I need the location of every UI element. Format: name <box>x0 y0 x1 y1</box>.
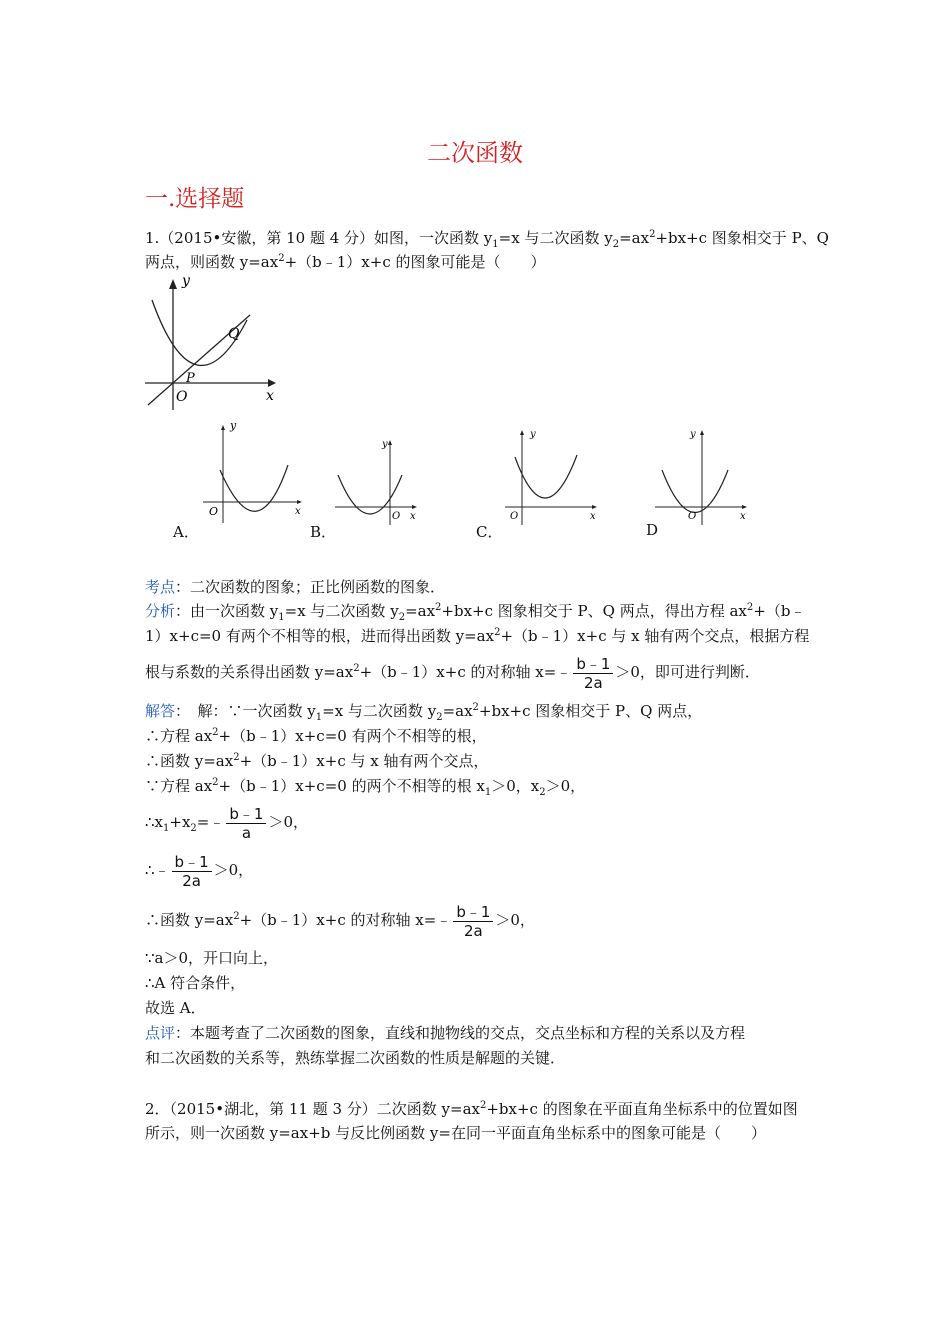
kaodian-line: 考点：二次函数的图象；正比例函数的图象． <box>145 578 446 596</box>
dianping-line1: 点评：本题考查了二次函数的图象，直线和抛物线的交点，交点坐标和方程的关系以及方程 <box>145 1024 746 1042</box>
svg-text:O: O <box>209 505 219 518</box>
q1-main-figure <box>140 275 280 415</box>
step-6: ∴函数 $y=ax^2+(b﹣1)x+c$ 的对称轴 x=﹣ $\frac{b﹣1}{2a}$ ＞0， <box>145 902 535 940</box>
q2-stem-line1: 2．（2015•湖北，第 11 题 3 分）二次函数 $y=ax^2+bx+c$ 的图象在平面直角坐标系中的位置如图 <box>145 1100 798 1118</box>
dianping-line2: 和二次函数的关系等，熟练掌握二次函数的性质是解题的关键． <box>145 1049 566 1067</box>
svg-text:O: O <box>688 511 697 522</box>
step-4: $\therefore x_1+x_2=﹣$ $\frac{b﹣1}{a}$ ＞0， <box>145 804 308 842</box>
q2-stem-line2: 所示，则一次函数 y=ax+b 与反比例函数 y=在同一平面直角坐标系中的图象可能是（ ） <box>145 1124 766 1142</box>
option-c-graph <box>500 425 605 525</box>
y-label: y <box>182 275 190 289</box>
section-heading: 一.选择题 <box>145 186 245 212</box>
fraction: $\frac{b﹣1}{a}$ <box>226 805 266 842</box>
option-d-label[interactable]: D <box>646 521 659 539</box>
q1-stem-line1: 1.（2015•安徽，第 10 题 4 分）如图，一次函数 $y_1=x$ 与二次函数 $y_2=ax^2+bx+c$ 图象相交于 P、Q <box>145 229 829 250</box>
jieda-line1: 解答： 解：∵一次函数 $y_1=x$ 与二次函数 $y_2=ax^2+bx+c$ 图象相交于 P、Q 两点， <box>145 702 703 723</box>
q1-stem-line2: 两点，则函数 $y=ax^2+(b﹣1)x+c$ 的图象可能是（ ） <box>145 253 546 271</box>
fenxi-line2: 1）x+c=0 有两个不相等的根，进而得出函数 $y=ax^2+(b﹣1)x+c$ 与 x 轴有两个交点，根据方程 <box>145 627 810 645</box>
svg-text:y: y <box>382 439 388 450</box>
origin-label: O <box>176 389 188 405</box>
fraction: $\frac{b﹣1}{2a}$ <box>453 903 493 940</box>
step-9: 故选 A． <box>145 999 206 1017</box>
point-q-label: Q <box>228 326 240 342</box>
step-8: ∴A 符合条件， <box>145 974 246 992</box>
option-a-graph <box>195 420 310 525</box>
svg-text:y: y <box>690 429 696 440</box>
y-axis-arrow <box>169 279 177 289</box>
svg-text:x: x <box>590 511 596 522</box>
option-c-label[interactable]: C． <box>476 523 503 541</box>
x-axis-arrow <box>268 379 276 387</box>
fenxi-line3: 根与系数的关系得出函数 $y=ax^2+(b﹣1)x+c$ 的对称轴 x=﹣ $\frac{b﹣1}{2a}$ ＞0，即可进行判断． <box>145 654 760 692</box>
step-2: ∴函数 $y=ax^2+(b﹣1)x+c$ 与 x 轴有两个交点， <box>145 752 489 770</box>
step-5: ∴﹣ $\frac{b﹣1}{2a}$ ＞0， <box>145 852 254 890</box>
x-label: x <box>266 388 274 404</box>
fraction: $\frac{b﹣1}{2a}$ <box>573 655 613 692</box>
svg-text:y: y <box>230 420 237 432</box>
step-7: ∵a＞0，开口向上， <box>145 949 279 967</box>
svg-text:x: x <box>740 511 746 522</box>
option-b-graph <box>330 435 425 525</box>
point-p-label: P <box>186 371 195 386</box>
svg-text:x: x <box>295 506 301 517</box>
fenxi-line1: 分析：由一次函数 $y_1=x$ 与二次函数 $y_2=ax^2+bx+c$ 图象相交于 P、Q 两点，得出方程 $ax^2+(b﹣$ <box>145 602 806 623</box>
step-3: ∵方程 $ax^2+(b﹣1)x+c=0$ 的两个不相等的根 $x_1>0$，$x_2>0$， <box>145 777 586 798</box>
svg-text:y: y <box>530 429 536 440</box>
option-d-graph <box>650 425 755 525</box>
fraction: $\frac{b﹣1}{2a}$ <box>172 853 212 890</box>
option-b-label[interactable]: B． <box>310 523 337 541</box>
step-1: ∴方程 $ax^2+(b﹣1)x+c=0$ 有两个不相等的根， <box>145 727 487 745</box>
svg-text:O: O <box>392 511 401 522</box>
option-a-label[interactable]: A． <box>173 523 199 541</box>
page-title: 二次函数 <box>427 139 523 167</box>
svg-text:x: x <box>410 511 416 522</box>
svg-text:O: O <box>510 511 519 522</box>
